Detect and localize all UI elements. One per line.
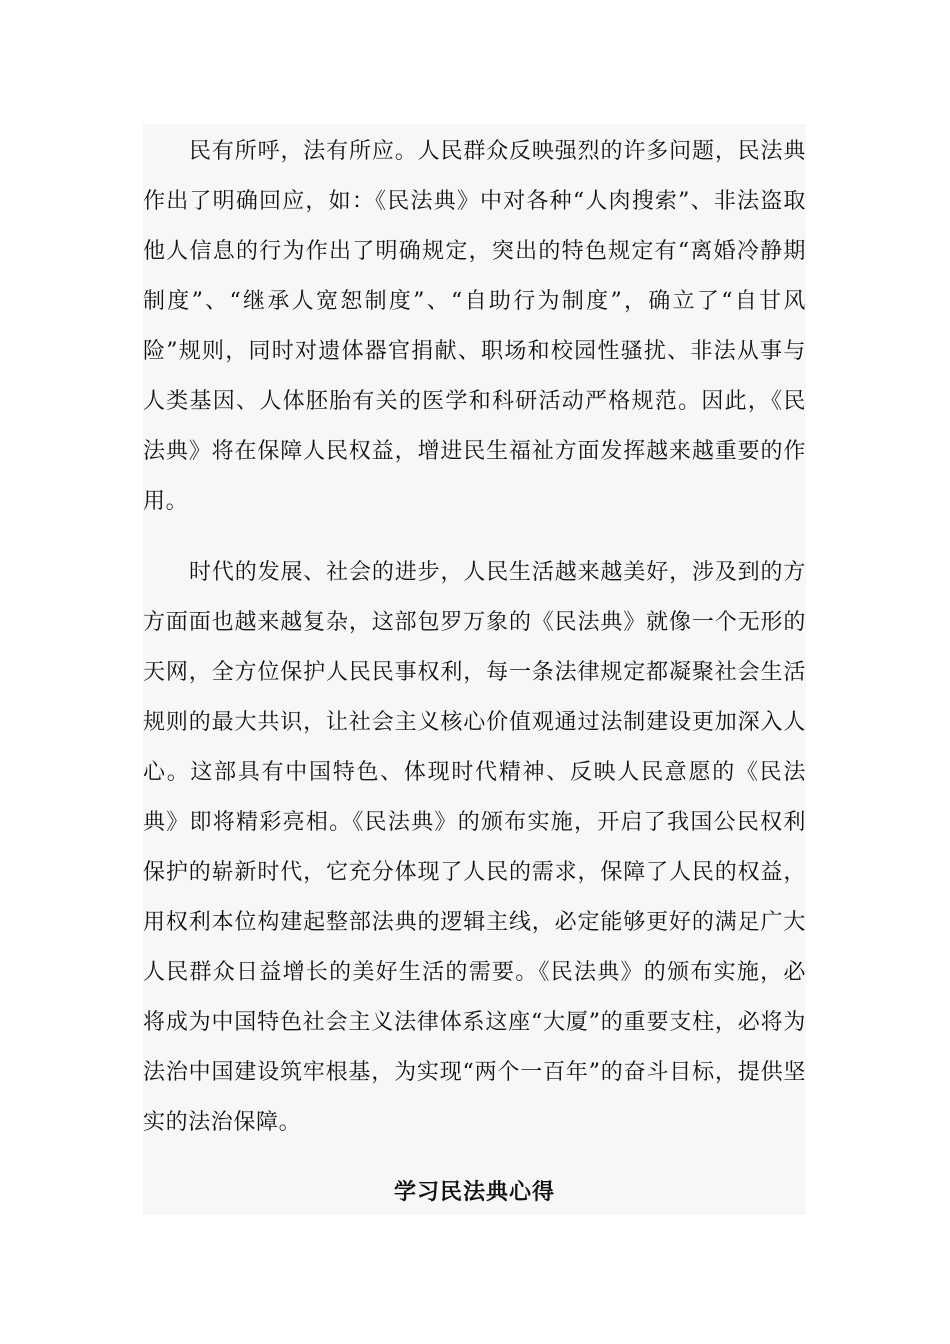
paragraph-1: 民有所呼，法有所应。人民群众反映强烈的许多问题，民法典作出了明确回应，如：《民法典》中对各种“人肉搜索”、非法盗取他人信息的行为作出了明确规定，突出的特色规定有“离婚冷静期制度”、“继承人宽恕制度”、“自助行为制度”，确立了“自甘风险”规则，同时对遗体器官捐献、职场和校园性骚扰、非法从事与人类基因、人体胚胎有关的医学和科研活动严格规范。因此，《民法典》将在保障人民权益，增进民生福祉方面发挥越来越重要的作用。 bbox=[143, 139, 806, 514]
paragraph-2: 时代的发展、社会的进步，人民生活越来越美好，涉及到的方方面面也越来越复杂，这部包罗万象的《民法典》就像一个无形的天网，全方位保护人民民事权利，每一条法律规定都凝聚社会生活规则的最大共识，让社会主义核心价值观通过法制建设更加深入人心。这部具有中国特色、体现时代精神、反映人民意愿的《民法典》即将精彩亮相。《民法典》的颁布实施，开启了我国公民权利保护的崭新时代，它充分体现了人民的需求，保障了人民的权益，用权利本位构建起整部法典的逻辑主线，必定能够更好的满足广大人民群众日益增长的美好生活的需要。《民法典》的颁布实施，必将成为中国特色社会主义法律体系这座“大厦”的重要支柱，必将为法治中国建设筑牢根基，为实现“两个一百年”的奋斗目标，提供坚实的法治保障。 bbox=[143, 560, 806, 1135]
document-text-block bbox=[143, 124, 806, 1215]
section-heading: 学习民法典心得 bbox=[393, 1179, 555, 1205]
